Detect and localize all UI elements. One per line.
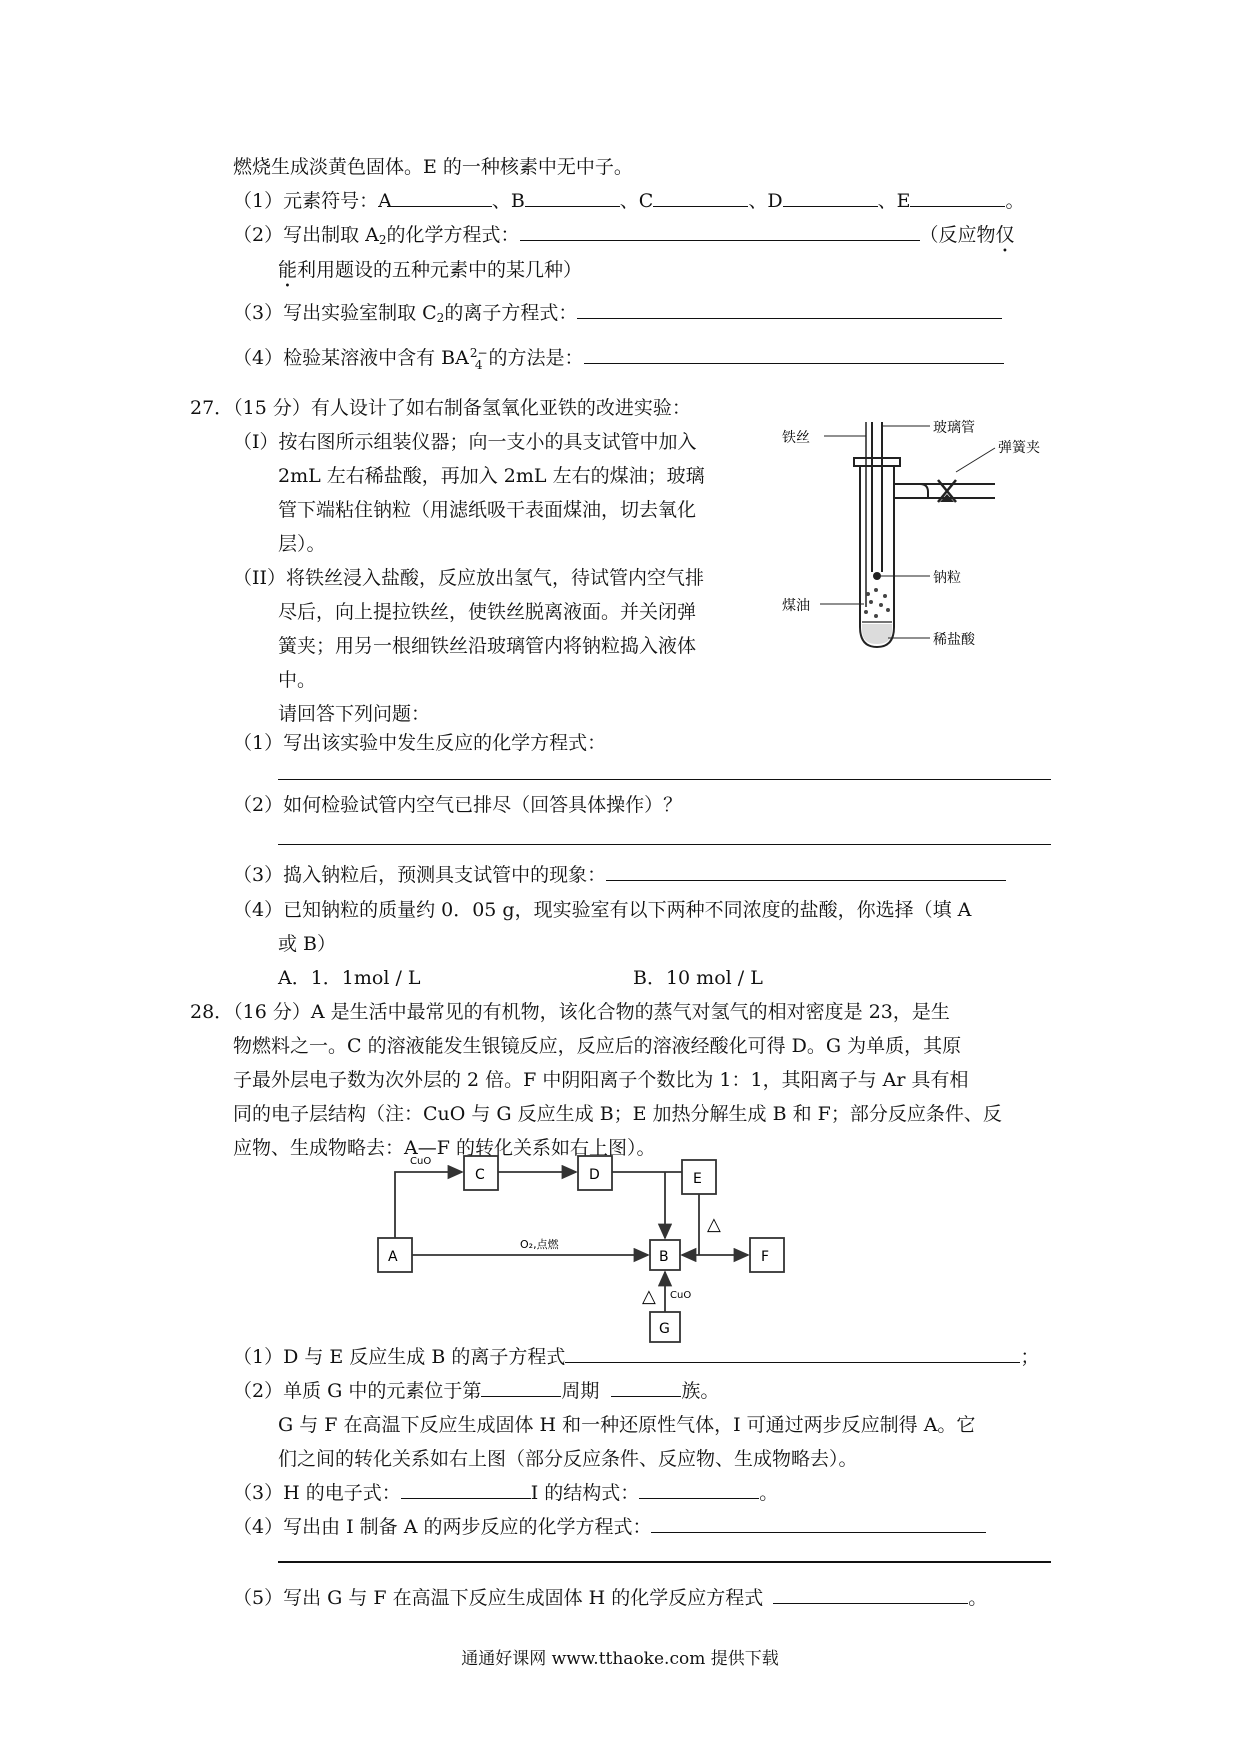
q27-step1-line2: 2mL 左右稀盐酸，再加入 2mL 左右的煤油；玻璃 — [278, 465, 705, 487]
q26-p2-cont-b: 利用题设的五种元素中的某几种） — [297, 259, 583, 281]
q26-p3-mid: 的离子方程式： — [444, 302, 578, 324]
q26-p1-d: 、D — [748, 190, 783, 212]
node-b: B — [659, 1249, 669, 1265]
q28-sub2-b: 周期 — [561, 1380, 600, 1402]
q27-step2-line1: （II）将铁丝浸入盐酸，反应放出氢气，待试管内空气排 — [233, 567, 705, 589]
q26-p2-sub: 2 — [378, 233, 387, 247]
q28-sub1 — [233, 1344, 1039, 1370]
q26-part3 — [233, 300, 1002, 331]
q28-sub5-text: （5）写出 G 与 F 在高温下反应生成固体 H 的化学反应方程式 — [233, 1587, 764, 1609]
q28-text-line3: 子最外层电子数为次外层的 2 倍。F 中阴阳离子个数比为 1：1，其阳离子与 Ar 具有相 — [233, 1069, 969, 1091]
answer-blank-h-formula[interactable] — [401, 1480, 531, 1499]
q27-step1-line4: 层）。 — [278, 533, 326, 555]
q26-p4-prefix: （4）检验某溶液中含有 BA — [233, 347, 469, 369]
answer-blank-group[interactable] — [611, 1378, 681, 1397]
q28-sub1-end: ； — [1020, 1346, 1040, 1368]
q27-heading: 27．（15 分）有人设计了如右制备氢氧化亚铁的改进实验： — [190, 397, 691, 419]
label-kerosene: 煤油 — [782, 598, 810, 614]
conversion-diagram — [370, 1150, 850, 1345]
q26-p2-note-a: （反应物 — [919, 224, 996, 246]
answer-blank-i-structure[interactable] — [639, 1480, 759, 1499]
q28-text-line5: 应物、生成物略去：A—F 的转化关系如右上图）。 — [233, 1137, 656, 1159]
answer-blank-period[interactable] — [481, 1378, 561, 1397]
label-glass-tube: 玻璃管 — [933, 420, 975, 436]
q28-text-line2: 物燃料之一。C 的溶液能发生银镜反应，反应后的溶液经酸化可得 D。G 为单质，其原 — [233, 1035, 962, 1057]
answer-blank-c2-ionic[interactable] — [577, 300, 1002, 319]
q28-sub5 — [233, 1585, 987, 1611]
q28-sub4 — [233, 1514, 986, 1540]
q26-p3-prefix: （3）写出实验室制取 C — [233, 302, 437, 324]
sodium-pellet-icon — [873, 572, 881, 580]
answer-blank-ion-test[interactable] — [584, 345, 1004, 364]
q26-part2-cont — [278, 257, 582, 292]
node-e: E — [693, 1171, 702, 1187]
q28-middle-line1: G 与 F 在高温下反应生成固体 H 和一种还原性气体，I 可通过两步反应制得 A。它 — [278, 1414, 976, 1436]
answer-blank-q28-5[interactable] — [773, 1585, 968, 1604]
delta-e-icon: △ — [707, 1214, 721, 1235]
q28-middle-line2: 们之间的转化关系如右上图（部分反应条件、反应物、生成物略去）。 — [278, 1448, 858, 1470]
answer-blank-a2-equation[interactable] — [520, 222, 920, 241]
q27-option-a[interactable]: A．1．1mol / L — [278, 967, 421, 989]
q26-intro-tail: 燃烧生成淡黄色固体。E 的一种核素中无中子。 — [233, 156, 633, 178]
q27-step1-line1: （I）按右图所示组装仪器；向一支小的具支试管中加入 — [233, 431, 697, 453]
acid-layer — [862, 624, 892, 644]
q26-p1-b: 、B — [491, 190, 525, 212]
q28-text-line1: 28．（16 分）A 是生活中最常见的有机物，该化合物的蒸气对氢气的相对密度是 23，是生 — [190, 1001, 950, 1023]
q27-sub4-line2: 或 B） — [278, 933, 337, 955]
kerosene-layer — [864, 588, 890, 618]
q27-ask: 请回答下列问题： — [278, 703, 431, 725]
q28-sub2-c: 族。 — [681, 1380, 720, 1402]
q28-sub3-a: （3）H 的电子式： — [233, 1482, 401, 1504]
node-g: G — [659, 1321, 670, 1337]
answer-blank-b[interactable] — [525, 188, 620, 207]
q26-p2-note-b: 仅 — [995, 224, 1015, 246]
q28-sub4-text: （4）写出由 I 制备 A 的两步反应的化学方程式： — [233, 1516, 652, 1538]
q26-p2-prefix: （2）写出制取 A — [233, 224, 379, 246]
q26-p3-sub: 2 — [436, 311, 445, 325]
answer-blank-c[interactable] — [653, 188, 748, 207]
answer-blank-a[interactable] — [392, 188, 492, 207]
label-sodium: 钠粒 — [933, 570, 961, 586]
q27-option-b[interactable]: B．10 mol / L — [633, 967, 763, 989]
q26-part1 — [233, 188, 1024, 214]
answer-line-q27-1[interactable] — [278, 779, 1051, 780]
label-iron-wire: 铁丝 — [782, 430, 810, 446]
q26-part4 — [233, 345, 1004, 371]
q27-step2-line3: 簧夹；用另一根细铁丝沿玻璃管内将钠粒捣入液体 — [278, 635, 697, 657]
answer-blank-q27-3[interactable] — [606, 862, 1006, 881]
q28-sub3-c: 。 — [759, 1482, 779, 1504]
test-tube-icon — [860, 462, 894, 647]
q27-sub3-text: （3）捣入钠粒后，预测具支试管中的现象： — [233, 864, 607, 886]
node-c: C — [475, 1167, 485, 1183]
label-cuo-top: CuO — [410, 1156, 432, 1167]
q28-sub5-end: 。 — [968, 1587, 988, 1609]
q28-sub3-b: I 的结构式： — [530, 1482, 640, 1504]
q27-step1-line3: 管下端粘住钠粒（用滤纸吸干表面煤油，切去氧化 — [278, 499, 697, 521]
node-d: D — [589, 1167, 600, 1183]
label-spring-clip: 弹簧夹 — [998, 440, 1040, 456]
q27-sub2: （2）如何检验试管内空气已排尽（回答具体操作）？ — [233, 794, 683, 816]
q26-p2-cont-a: 能 — [278, 259, 298, 281]
q28-text-line4: 同的电子层结构（注：CuO 与 G 反应生成 B；E 加热分解生成 B 和 F；部分反应条件、反 — [233, 1103, 1002, 1125]
q28-sub2 — [233, 1378, 719, 1404]
delta-g-icon: △ — [642, 1286, 656, 1307]
answer-line-q28-4b[interactable] — [278, 1561, 1051, 1563]
answer-blank-q28-4[interactable] — [651, 1514, 986, 1533]
stopper — [854, 458, 900, 466]
answer-line-q27-2[interactable] — [278, 844, 1051, 845]
q26-part2 — [233, 222, 1015, 257]
q27-sub4-line1: （4）已知钠粒的质量约 0．05 g，现实验室有以下两种不同浓度的盐酸，你选择（填 A — [233, 899, 972, 921]
q26-p4-mid: 的方法是： — [488, 347, 584, 369]
node-f: F — [761, 1249, 770, 1265]
node-a: A — [388, 1249, 398, 1265]
q26-p4-subn: 4 — [474, 358, 483, 372]
page-footer: 通通好课网 www.tthaoke.com 提供下载 — [461, 1649, 779, 1669]
q28-sub2-a: （2）单质 G 中的元素位于第 — [233, 1380, 482, 1402]
q26-p1-end: 。 — [1005, 190, 1025, 212]
q28-sub1-text: （1）D 与 E 反应生成 B 的离子方程式 — [233, 1346, 566, 1368]
answer-blank-q28-1[interactable] — [565, 1344, 1020, 1363]
label-cuo-g: CuO — [670, 1290, 692, 1301]
q27-sub3 — [233, 862, 1006, 888]
q27-step2-line4: 中。 — [278, 669, 317, 691]
q26-p1-c: 、C — [619, 190, 654, 212]
label-o2-ignite: O₂,点燃 — [520, 1238, 559, 1251]
q26-p4-sup: 2− — [469, 346, 488, 360]
q26-p4-ion-indices — [470, 347, 488, 371]
answer-blank-d[interactable] — [783, 188, 878, 207]
answer-blank-e[interactable] — [910, 188, 1005, 207]
q28-sub3 — [233, 1480, 778, 1506]
q26-p1-prefix: （1）元素符号：A — [233, 190, 392, 212]
q27-sub1: （1）写出该实验中发生反应的化学方程式： — [233, 732, 607, 754]
q26-p1-e: 、E — [877, 190, 911, 212]
label-acid: 稀盐酸 — [933, 632, 975, 648]
apparatus-figure — [780, 402, 1092, 650]
q27-step2-line2: 尽后，向上提拉铁丝，使铁丝脱离液面。并关闭弹 — [278, 601, 697, 623]
q26-p2-mid: 的化学方程式： — [386, 224, 520, 246]
